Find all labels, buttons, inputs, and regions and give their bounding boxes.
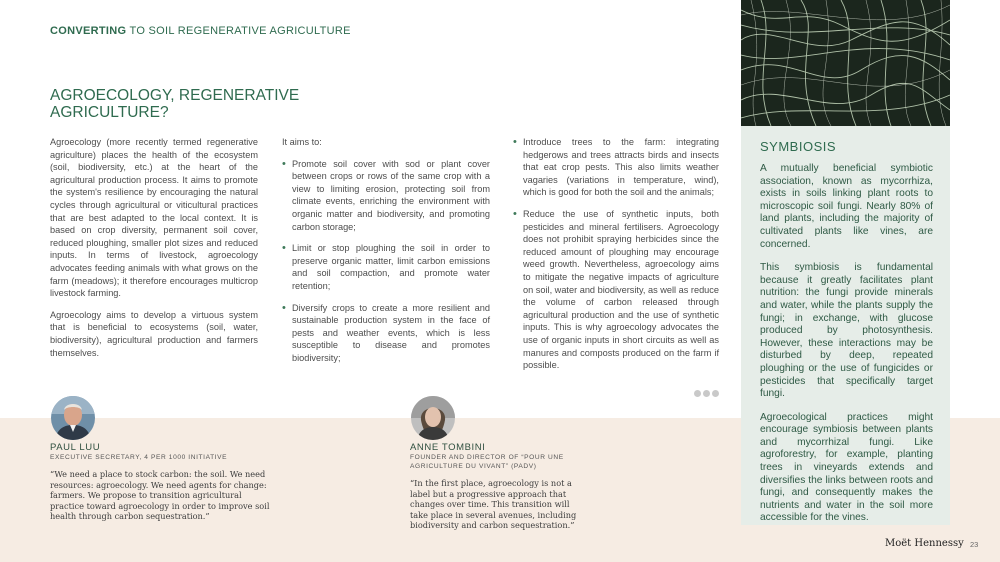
person-quote: “We need a place to stock carbon: the soil. We need resources: agroecology. We need agents for change: farmers. We propose to transition agricultural practice toward agroecology in order to improve soil health through carbon sequestration.” (50, 469, 270, 522)
person-name: PAUL LUU (50, 442, 101, 453)
list-item: • Reduce the use of synthetic inputs, both pesticides and mineral fertilisers. Agroecology does not prohibit spraying herbicides since the reduced amount of ploughing may encourage weed growth. Nevertheless, agroecology aims to mitigate the negative impacts of agriculture on soil, water and biodiversity, as well as reduce the volume of carbon released through agricultural production and the use of synthetic inputs. This is why agroecology advocates the use of organic inputs in short circuits as well as manures and composts produced on the farm if possible. (513, 208, 719, 372)
dot-icon (694, 390, 701, 397)
column-1 (50, 136, 258, 368)
avatar (411, 396, 455, 440)
col1-paragraph-2: Agroecology aims to develop a virtuous system that is beneficial to ecosystems (soil, water, biodiversity), agricultural production and farmers themselves. (50, 309, 258, 358)
avatar (51, 396, 95, 440)
sidebar-paragraph-1: A mutually beneficial symbiotic association, known as mycorrhiza, exists in soils linking plant roots to microscopic soil fungi. Nearly 80% of land plants, including the majority of cultivated plants like vines, are concerned. (760, 163, 933, 250)
dot-icon (712, 390, 719, 397)
brand-logo: Moët Hennessy (885, 538, 964, 549)
decorative-dots (694, 384, 721, 402)
col1-paragraph-1: Agroecology (more recently termed regenerative agriculture) places the health of the ecosystem (soil, biodiversity, etc.) at the heart of the agricultural production process. It aims to promote the system's resilience by encouraging the natural cycles through agricultural or viticultural practices that are best adapted to the local context. It is based on crop diversity, permanent soil cover, reduced ploughing, smaller plot sizes and reduced inputs. In terms of livestock, agroecology advocates feeding animals with what grows on the farm (meadows); it therefore encourages multicrop livestock farming. (50, 137, 258, 299)
header-bold: CONVERTING (50, 25, 127, 37)
col2-intro: It aims to: (282, 137, 322, 147)
list-item: • Introduce trees to the farm: integrating hedgerows and trees attracts birds and insects that eat crop pests. This also limits weather vagaries (variations in temperature, wind), which is good for both the soil and the animals; (513, 136, 719, 199)
person-name: ANNE TOMBINI (410, 442, 486, 453)
person-role: FOUNDER AND DIRECTOR OF “POUR UNE AGRICULTURE DU VIVANT” (PADV) (410, 454, 564, 470)
page-title: AGROECOLOGY, REGENERATIVE AGRICULTURE? (50, 87, 300, 121)
dot-icon (703, 390, 710, 397)
sidebar-paragraph-3: Agroecological practices might encourage symbiosis between plants and mycorrhizal fungi. Like agroforestry, for example, planting trees in vineyards extends and diversifies the links between roots and fungi, and consequently makes the nutrients and water in the soil more accessible for the vines. (760, 411, 933, 524)
person-role: EXECUTIVE SECRETARY, 4 PER 1000 INITIATIVE (50, 454, 228, 461)
col2-bullets (282, 158, 490, 365)
col3-bullets (513, 136, 719, 372)
list-item: • Diversify crops to create a more resilient and sustainable production system in the face of pests and weather events, which is less susceptible to disease and promotes biodiversity; (282, 302, 490, 365)
sidebar-text (760, 163, 933, 536)
header-rest: TO SOIL REGENERATIVE AGRICULTURE (126, 25, 351, 37)
person-quote: “In the first place, agroecology is not a label but a progressive approach that changes over time. This transition will take place in several avenues, including biodiversity and carbon sequestration.” (410, 478, 577, 531)
list-item: • Promote soil cover with sod or plant cover between crops or rows of the same crop with a view to limiting erosion, protecting soil from climate events, enriching the environment with organic matter and biodiversity, and promoting carbon storage; (282, 158, 490, 234)
sidebar-heading: SYMBIOSIS (760, 139, 837, 154)
section-header (50, 25, 351, 37)
column-2 (282, 136, 490, 374)
sidebar-paragraph-2: This symbiosis is fundamental because it greatly facilitates plant nutrition: the fungi provide minerals and water, while the plants supply the fungi; in exchange, with glucose produced by photosynthesis. However, these interactions may be disturbed by deep, repeated ploughing or the use of fungicides or pesticides that specifically target fungi. (760, 262, 933, 400)
column-3 (513, 136, 719, 381)
page-number: 23 (970, 540, 979, 549)
mycorrhiza-image (741, 0, 950, 126)
list-item: • Limit or stop ploughing the soil in order to preserve organic matter, limit carbon emissions and soil compaction, and promote water retention; (282, 242, 490, 292)
